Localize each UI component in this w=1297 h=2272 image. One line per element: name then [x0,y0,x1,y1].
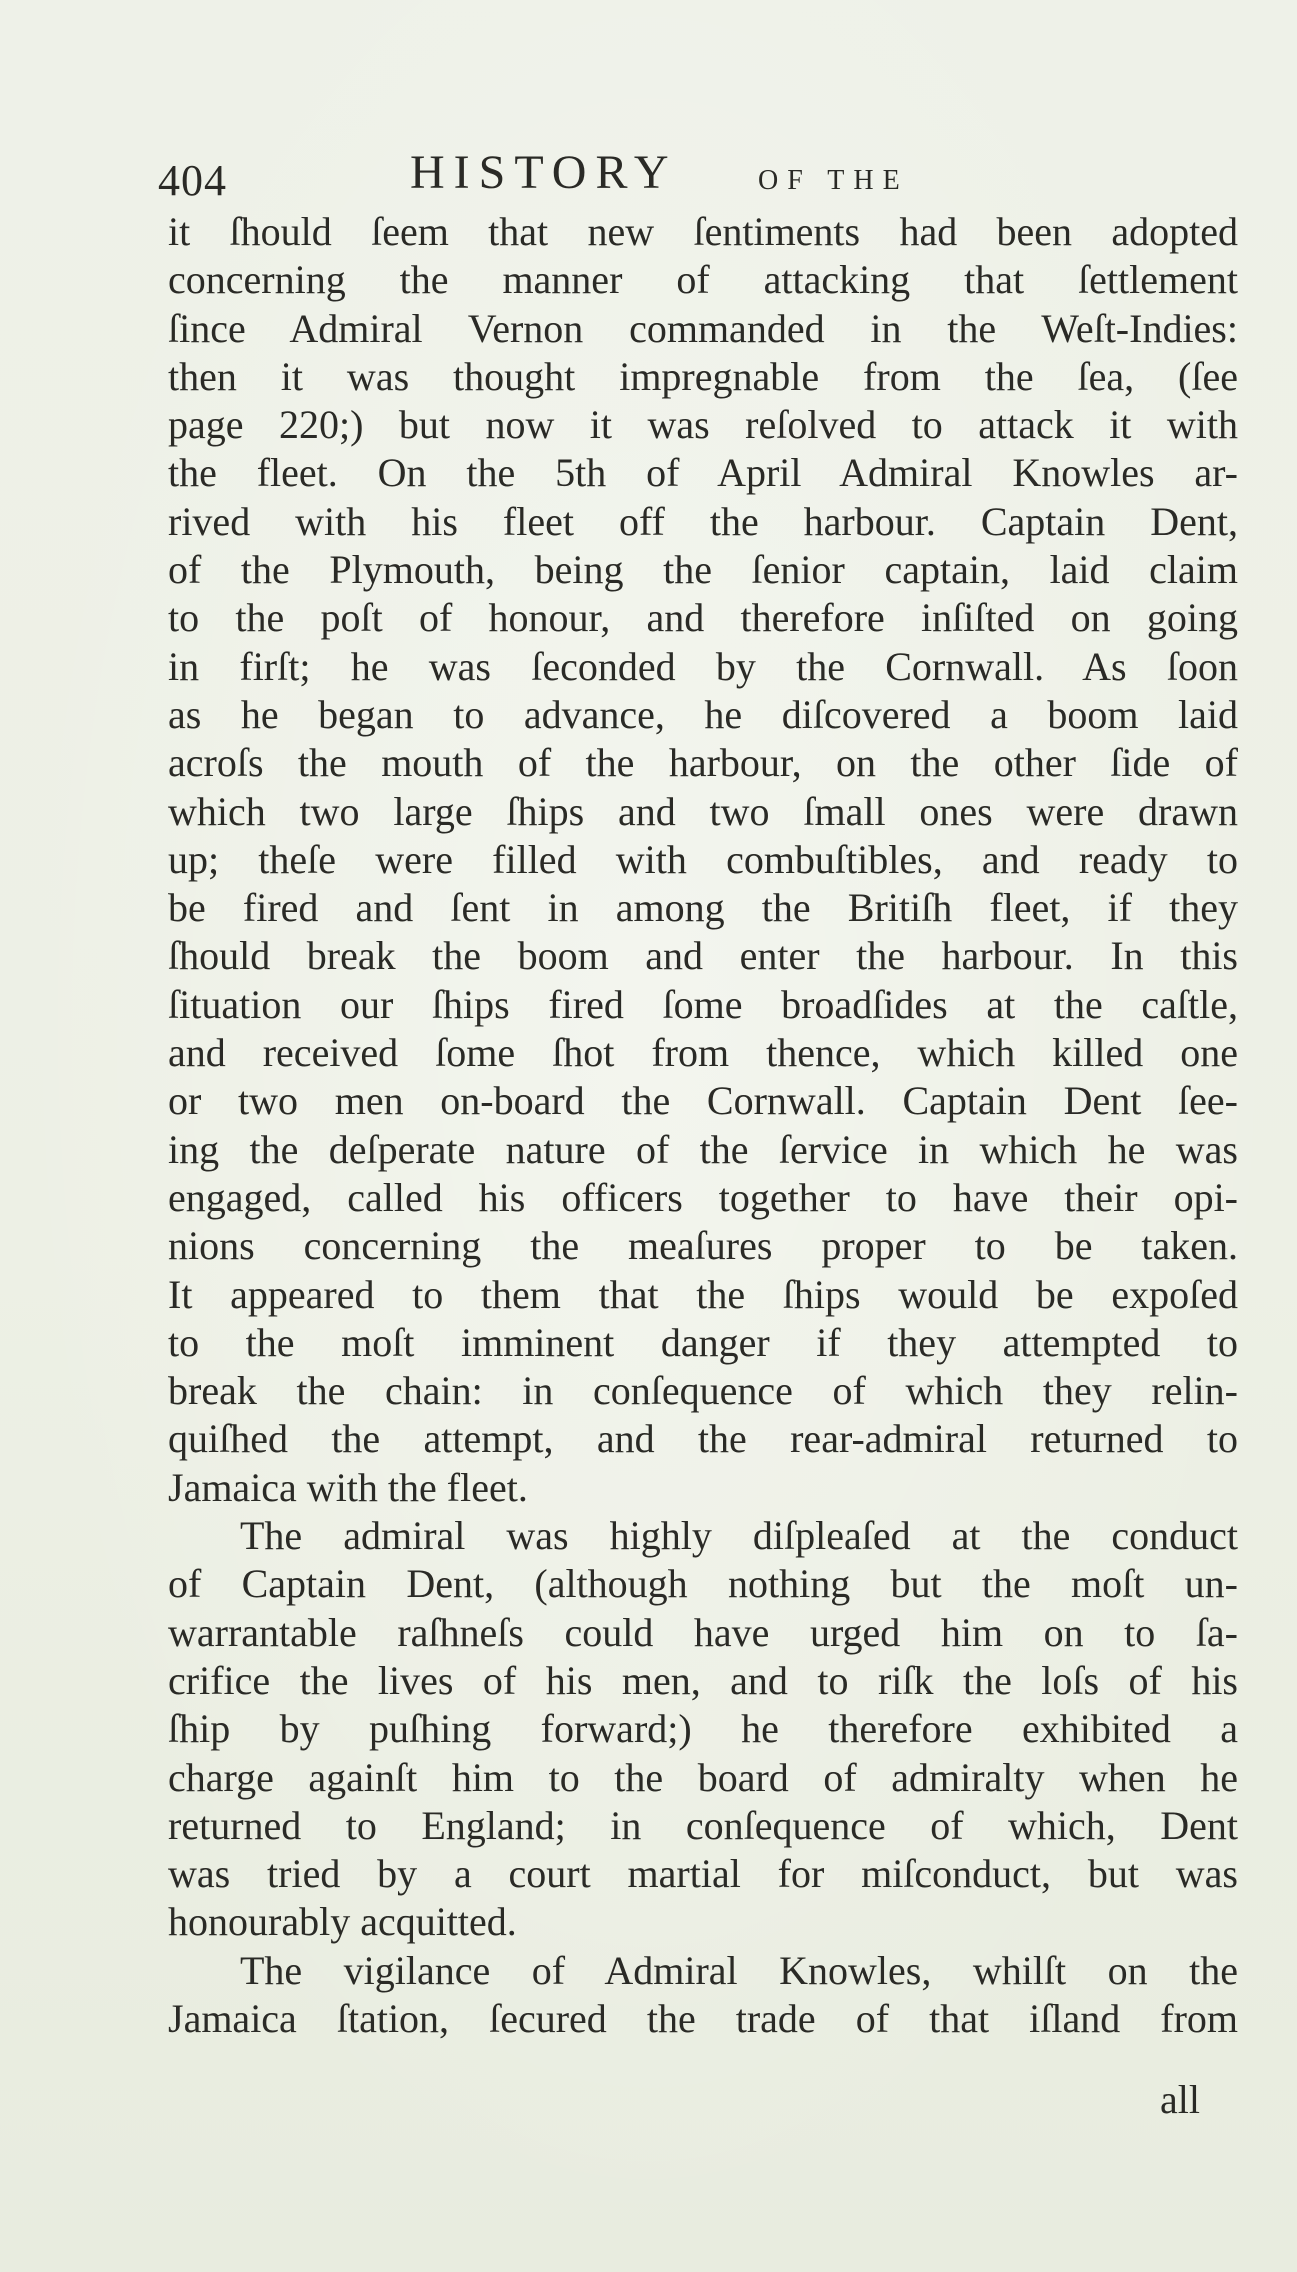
text-line: Jamaica with the fleet. [168,1464,528,1510]
running-title-suffix: OF THE [758,165,909,196]
body-text [168,208,1238,2043]
page-number: 404 [158,156,227,205]
text-line: The vigilance of Admiral Knowles, whilſt on the [240,1947,1238,1993]
text-line: it ſhould ſeem that new ſentiments had been adopted [168,209,1238,254]
text-line: nions concerning the meaſures proper to be taken. [168,1223,1238,1269]
text-line: of Captain Dent, (although nothing but the moſt un- [168,1561,1238,1607]
text-line: then it was thought impregnable from the ſea, (ſee [168,353,1238,399]
paragraph [168,1512,1238,1947]
text-line: break the chain: in conſequence of which they relin- [168,1368,1238,1414]
text-line: in firſt; he was ſeconded by the Cornwall. As ſoon [168,643,1238,689]
text-line: which two large ſhips and two ſmall ones were drawn [168,788,1238,834]
text-line: returned to England; in conſequence of which, Dent [168,1802,1238,1848]
text-line: as he began to advance, he diſcovered a boom laid [168,691,1238,737]
text-line: ſince Admiral Vernon commanded in the Weſt-Indies: [168,305,1238,351]
text-line: be fired and ſent in among the Britiſh fleet, if they [168,885,1238,931]
text-line: acroſs the mouth of the harbour, on the other ſide of [168,740,1238,786]
text-line: quiſhed the attempt, and the rear-admiral returned to [168,1416,1238,1462]
text-line: Jamaica ſtation, ſecured the trade of that iſland from [168,1995,1238,2041]
text-line: ſituation our ſhips fired ſome broadſides at the caſtle, [168,981,1238,1027]
text-line: and received ſome ſhot from thence, which killed one [168,1030,1238,1076]
text-line: to the poſt of honour, and therefore inſiſted on going [168,595,1238,641]
running-title: HISTORY [410,146,678,199]
text-line: It appeared to them that the ſhips would be expoſed [168,1271,1238,1317]
text-line: engaged, called his officers together to have their opi- [168,1174,1238,1220]
text-line: ing the deſperate nature of the ſervice in which he was [168,1126,1238,1172]
paragraph [168,208,1238,1512]
text-line: concerning the manner of attacking that ſettlement [168,257,1238,303]
text-line: of the Plymouth, being the ſenior captain, laid claim [168,547,1238,593]
text-line: ſhip by puſhing forward;) he therefore exhibited a [168,1706,1238,1752]
page-header [158,145,1238,209]
text-line: page 220;) but now it was reſolved to attack it with [168,402,1238,448]
text-line: ſhould break the boom and enter the harbour. In this [168,933,1238,979]
text-line: charge againſt him to the board of admiralty when he [168,1754,1238,1800]
text-line: crifice the lives of his men, and to riſk the loſs of his [168,1657,1238,1703]
text-line: warrantable raſhneſs could have urged him on to ſa- [168,1609,1238,1655]
paragraph [168,1947,1238,2044]
text-line: The admiral was highly diſpleaſed at the conduct [240,1513,1238,1559]
text-line: rived with his fleet off the harbour. Captain Dent, [168,498,1238,544]
text-line: or two men on-board the Cornwall. Captain Dent ſee- [168,1078,1238,1124]
text-line: the fleet. On the 5th of April Admiral Knowles ar- [168,450,1238,496]
text-line: to the moſt imminent danger if they attempted to [168,1319,1238,1365]
text-line: up; theſe were filled with combuſtibles, and ready to [168,836,1238,882]
text-line: was tried by a court martial for miſconduct, but was [168,1851,1238,1897]
catchword: all [1160,2077,1200,2122]
text-line: honourably acquitted. [168,1899,517,1945]
